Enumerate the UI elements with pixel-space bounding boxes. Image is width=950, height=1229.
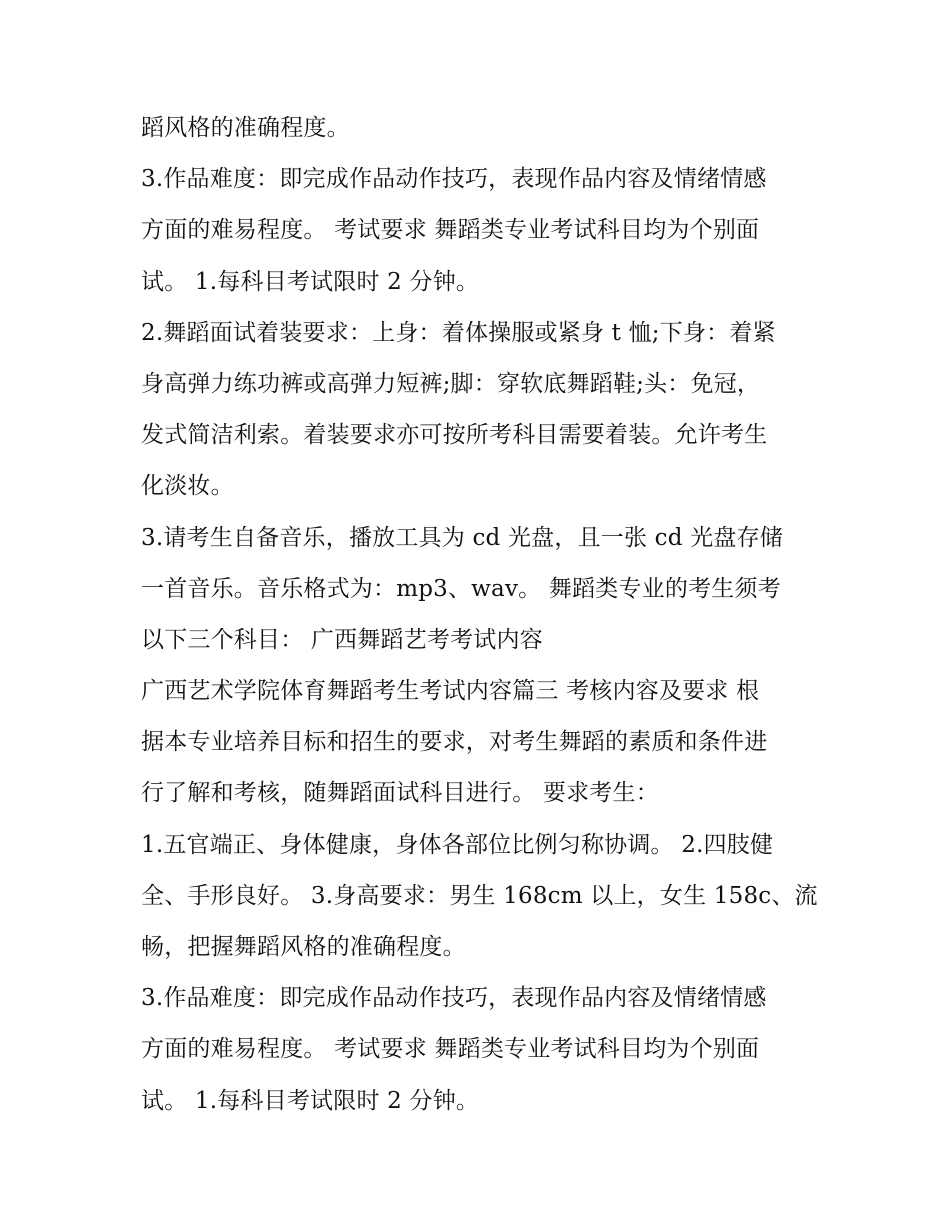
text-line: 化淡妆。 [141,473,234,500]
text-line: 行了解和考核，随舞蹈面试科目进行。 要求考生： [141,780,659,807]
text-line: 全、手形良好。 3.身高要求：男生 168cm 以上，女生 158c、流 [141,882,818,909]
text-line: 蹈风格的准确程度。 [141,115,350,141]
text-line: 身高弹力练功裤或高弹力短裤;脚：穿软底舞蹈鞋;头：免冠， [141,370,761,397]
text-line: 试。 1.每科目考试限时 2 分钟。 [141,268,480,295]
text-line: 方面的难易程度。 考试要求 舞蹈类专业考试科目均为个别面 [141,1036,760,1063]
text-line: 畅，把握舞蹈风格的准确程度。 [141,934,466,960]
text-line: 3.作品难度：即完成作品动作技巧，表现作品内容及情绪情感 [141,166,767,193]
text-line: 以下三个科目： 广西舞蹈艺考考试内容 [141,626,543,653]
text-line: 方面的难易程度。 考试要求 舞蹈类专业考试科目均为个别面 [141,217,760,244]
text-line: 3.请考生自备音乐，播放工具为 cd 光盘，且一张 cd 光盘存储 [141,524,783,551]
text-line: 试。 1.每科目考试限时 2 分钟。 [141,1087,480,1114]
text-line: 1.五官端正、身体健康，身体各部位比例匀称协调。 2.四肢健 [141,831,774,858]
text-line: 发式简洁利索。着装要求亦可按所考科目需要着装。允许考生 [141,422,768,449]
text-line: 3.作品难度：即完成作品动作技巧，表现作品内容及情绪情感 [141,985,767,1012]
text-line: 广西艺术学院体育舞蹈考生考试内容篇三 考核内容及要求 根 [141,678,760,705]
text-line: 一首音乐。音乐格式为：mp3、wav。 舞蹈类专业的考生须考 [141,575,781,602]
text-line: 据本专业培养目标和招生的要求，对考生舞蹈的素质和条件进 [141,729,768,756]
text-line: 2.舞蹈面试着装要求：上身：着体操服或紧身 t 恤;下身：着紧 [141,319,776,346]
document-body [141,103,821,1127]
